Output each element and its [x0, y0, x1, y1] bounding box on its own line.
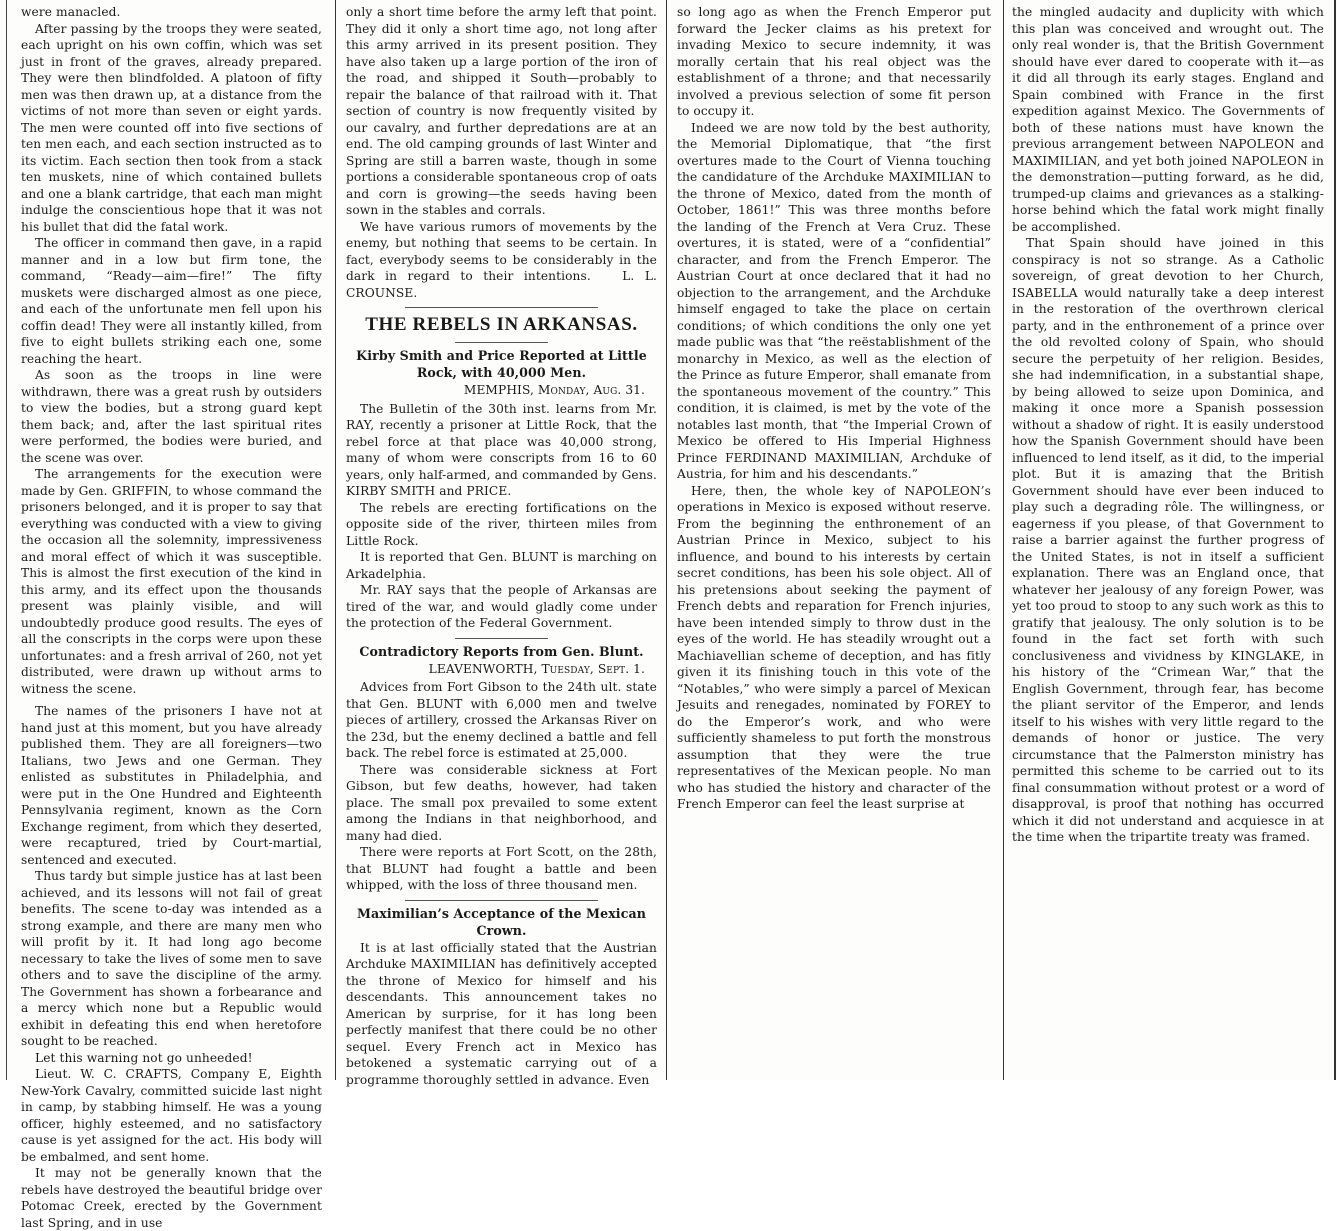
dateline: LEAVENWORTH, Tuesday, Sept. 1.: [428, 661, 645, 676]
paragraph: As soon as the troops in line were withdrawn, there was a great rush by outsiders to view the bodies, but a strong guard kept them back; and, after the last spiritual rites were performed, the bodies were buried, and the scene was over.: [21, 368, 322, 465]
paragraph: Advices from Fort Gibson to the 24th ult. state that Gen. BLUNT with 6,000 men and twelve pieces of artillery, crossed the Arkansas River on the 23d, but the enemy declined a battle and fell back. The rebel force is estimated at 25,000.: [346, 680, 657, 760]
paragraph: The names of the prisoners I have not at hand just at this moment, but you have already published them. They are all foreigners—two Italians, two Jews and one German. They enlisted as substitutes in Philadelphia, and were put in the One Hundred and Eighteenth Pennsylvania regiment, known as the Corn Exchange regiment, from which they deserted, were recaptured, tried by Court-martial, sentenced and executed.: [21, 704, 322, 867]
column-4: [1003, 0, 1336, 1080]
dateline: MEMPHIS, Monday, Aug. 31.: [463, 383, 645, 397]
signature: L. L. CROUNSE.: [346, 269, 657, 300]
subheadline: Kirby Smith and Price Reported at Little Rock, with 40,000 Men.: [356, 348, 647, 380]
subheadline: Contradictory Reports from Gen. Blunt.: [359, 643, 644, 659]
column-1: [6, 0, 328, 1230]
paragraph: Let this warning not go unheeded!: [35, 1050, 253, 1065]
paragraph-text: We have various rumors of movements by the enemy, but nothing that seems to be certain. In fact, everybody seems to be considerably in the dark in regard to their intentions.: [346, 219, 657, 283]
headline: THE REBELS IN ARKANSAS.: [365, 314, 638, 335]
paragraph: It is reported that Gen. BLUNT is marching on Arkadelphia.: [346, 550, 657, 581]
divider: [405, 900, 598, 901]
paragraph: so long ago as when the French Emperor put forward the Jecker claims as his pretext for invading Mexico to secure indemnity, it was morally certain that his real object was the establishment of a throne; and that necessarily involved a previous selection of some fit person to occupy it.: [677, 5, 991, 118]
paragraph: There was considerable sickness at Fort Gibson, but few deaths, however, had taken place. The small pox prevailed to some extent among the Indians in that neighborhood, and many had died.: [346, 762, 657, 843]
divider: [405, 307, 598, 308]
paragraph: Mr. RAY says that the people of Arkansas are tired of the war, and would gladly come under the protection of the Federal Government.: [346, 583, 657, 630]
paragraph: the mingled audacity and duplicity with which this plan was conceived and wrought out. The only real wonder is, that the British Government should have ever dared to cooperate with it—as it did all through its early stages. England and Spain combined with France in the first expedition against Mexico. The Governments of both of these nations must have known the previous arrangement between NAPOLEON and MAXIMILIAN, and yet both joined NAPOLEON in the demonstration—putting forward, as he did, trumped-up claims and grievances as a stalking-horse behind which the fatal work might finally be accomplished.: [1012, 5, 1324, 234]
paragraph: Thus tardy but simple justice has at last been achieved, and its lessons will not fail of great benefits. The scene to-day was intended as a strong example, and there are many men who will profit by it. It had long ago become necessary to take the lives of some men to save others and to save the discipline of the army. The Government has shown a forbearance and a mercy which none but a Republic would exhibit in defeating this end when heretofore sought to be reached.: [21, 869, 322, 1048]
paragraph: [346, 219, 657, 302]
column-2: [335, 0, 663, 1087]
column-3: [666, 0, 999, 1080]
subheadline: Maximilian’s Acceptance of the Mexican Crown.: [357, 905, 646, 938]
paragraph: There were reports at Fort Scott, on the 28th, that BLUNT had fought a battle and been whipped, with the loss of three thousand men.: [346, 845, 657, 892]
paragraph: The rebels are erecting fortifications on the opposite side of the river, thirteen miles from Little Rock.: [346, 500, 657, 548]
paragraph: The arrangements for the execution were made by Gen. GRIFFIN, to whose command the prisoners belonged, and it is proper to say that everything was conducted with a view to giving the occasion all the solemnity, impressiveness and moral effect of which it was susceptible. This is almost the first execution of the kind in this army, and its effect upon the thousands present was plainly visible, and will undoubtedly produce good results. The eyes of all the conscripts in the corps were upon these unfortunates: and a fresh arrival of 260, not yet distributed, were drawn up without arms to witness the scene.: [21, 467, 322, 696]
paragraph: The Bulletin of the 30th inst. learns from Mr. RAY, recently a prisoner at Little Rock, that the rebel force at that place was 40,000 strong, many of whom were conscripts from 16 to 60 years, only half-armed, and commanded by Gens. KIRBY SMITH and PRICE.: [346, 401, 657, 498]
paragraph: That Spain should have joined in this conspiracy is not so strange. As a Catholic sovereign, of great devotion to her Church, ISABELLA would naturally take a deep interest in the restoration of the overthrown clerical party, and in the enthronement of a prince over the old revolted colony of Spain, who should secure the perpetuity of her religion. Besides, she had indemnification, in a substantial shape, by being allowed to seize upon Dominica, and making it once more a Spanish possession without a shadow of right. It is easily understood how the Spanish Government should have been influenced to lend itself, as it did, to the imperial plot. But it is amazing that the British Government should have ever been induced to play such a degrading rôle. The willingness, or eagerness if you please, of that Government to raise a barrier against the further progress of the United States, is not in itself a sufficient explanation. There was an England once, that whatever her jealousy of any foreign Power, was yet too proud to stoop to any such work as this to gratify that jealousy. The only solution is to be found in the fact set forth with such conclusiveness and vividness by KINGLAKE, in his history of the “Crimean War,” that the English Government, through fear, has become the pliant servitor of the Emperor, and lends itself to his wishes with very little regard to the demands of honor or justice. The very circumstance that the Palmerston ministry has permitted this scheme to be carried out to its final consummation without protest or a word of disapproval, is proof that nothing has occurred which it did not understand and acquiesce in at the time when the tripartite treaty was framed.: [1012, 236, 1324, 844]
paragraph: Here, then, the whole key of NAPOLEON’s operations in Mexico is exposed without reserve. From the beginning the enthronement of an Austrian Prince in Mexico, subject to his influence, and bound to his interests by certain secret conditions, has been his sole object. All of his pretensions about seeking the payment of French debts and reparation for French injuries, have been intended simply to throw dust in the eyes of the world. He has steadily wrought out a Machiavellian scheme of deception, and has fitly given it its finishing touch in this vote of the “Notables,” who were simply a parcel of Mexican Jesuits and renegades, nominated by FOREY to do the Emperor’s work, and who were sufficiently shameless to put forth the monstrous assumption that they were the true representatives of the Mexican people. No man who has studied the history and character of the French Emperor can feel the least surprise at: [677, 483, 991, 811]
paragraph: only a short time before the army left that point. They did it only a short time ago, not long after this army arrived in its present position. They have also taken up a large portion of the iron of the road, and shipped it South—probably to repair the balance of that railroad with it. That section of country is now frequently visited by our cavalry, and further depredations are at an end. The old camping grounds of last Winter and Spring are still a barren waste, though in some portions a considerable spontaneous crop of oats and corn is growing—the seeds having been sown in the stables and corrals.: [346, 5, 657, 217]
paragraph: Indeed we are now told by the best authority, the Memorial Diplomatique, that “the first overtures made to the Court of Vienna touching the candidature of the Archduke MAXIMILIAN to the throne of Mexico, dated from the month of October, 1861!” This was three months before the landing of the French at Vera Cruz. These overtures, it is stated, were of a “confidential” character, and from the French Emperor. The Austrian Court at once declared that it had no objection to the arrangement, and the Archduke himself engaged to take the place on certain conditions; of which conditions the only one yet made public was that “the reëstablishment of the monarchy in Mexico, as well as the election of the Prince as future Emperor, shall emanate from the spontaneous movement of the country.” This condition, it is claimed, is met by the vote of the notables last month, that “the Imperial Crown of Mexico be offered to His Imperial Highness Prince FERDINAND MAXIMILIAN, Archduke of Austria, for him and his descendants.”: [677, 120, 991, 481]
paragraph: It is at last officially stated that the Austrian Archduke MAXIMILIAN has definitively accepted the throne of Mexico for himself and his descendants. This announcement takes no American by surprise, for it has long been perfectly manifest that there could be no other sequel. Every French act in Mexico has betokened a systematic carrying out of a programme thoroughly settled in advance. Even: [346, 940, 657, 1087]
paragraph: Lieut. W. C. CRAFTS, Company E, Eighth New-York Cavalry, committed suicide last night in camp, by stabbing himself. He was a young officer, highly esteemed, and no satisfactory cause is yet assigned for the act. His body will be embalmed, and sent home.: [21, 1067, 322, 1164]
divider: [455, 638, 548, 639]
paragraph: The officer in command then gave, in a rapid manner and in a low but firm tone, the command, “Ready—aim—fire!” The fifty muskets were discharged almost as one piece, and each of the unfortunate men fell upon his coffin dead! They were all instantly killed, from five to eight bullets striking each one, some reaching the heart.: [21, 236, 322, 366]
paragraph: were manacled.: [21, 5, 121, 19]
divider: [455, 342, 548, 343]
paragraph: It may not be generally known that the rebels have destroyed the beautiful bridge over Potomac Creek, erected by the Government last Spring, and in use: [21, 1166, 322, 1230]
paragraph: After passing by the troops they were seated, each upright on his own coffin, which was set just in front of the graves, already prepared. They were then blindfolded. A platoon of fifty men was then drawn up, at a distance from the victims of not more than seven or eight yards. The men were counted off into five sections of ten men each, and each section instructed as to its victim. Each section then took from a stack ten muskets, nine of which contained bullets and one a blank cartridge, that each man might indulge the conscientious hope that it was not his bullet that did the fatal work.: [21, 21, 322, 234]
